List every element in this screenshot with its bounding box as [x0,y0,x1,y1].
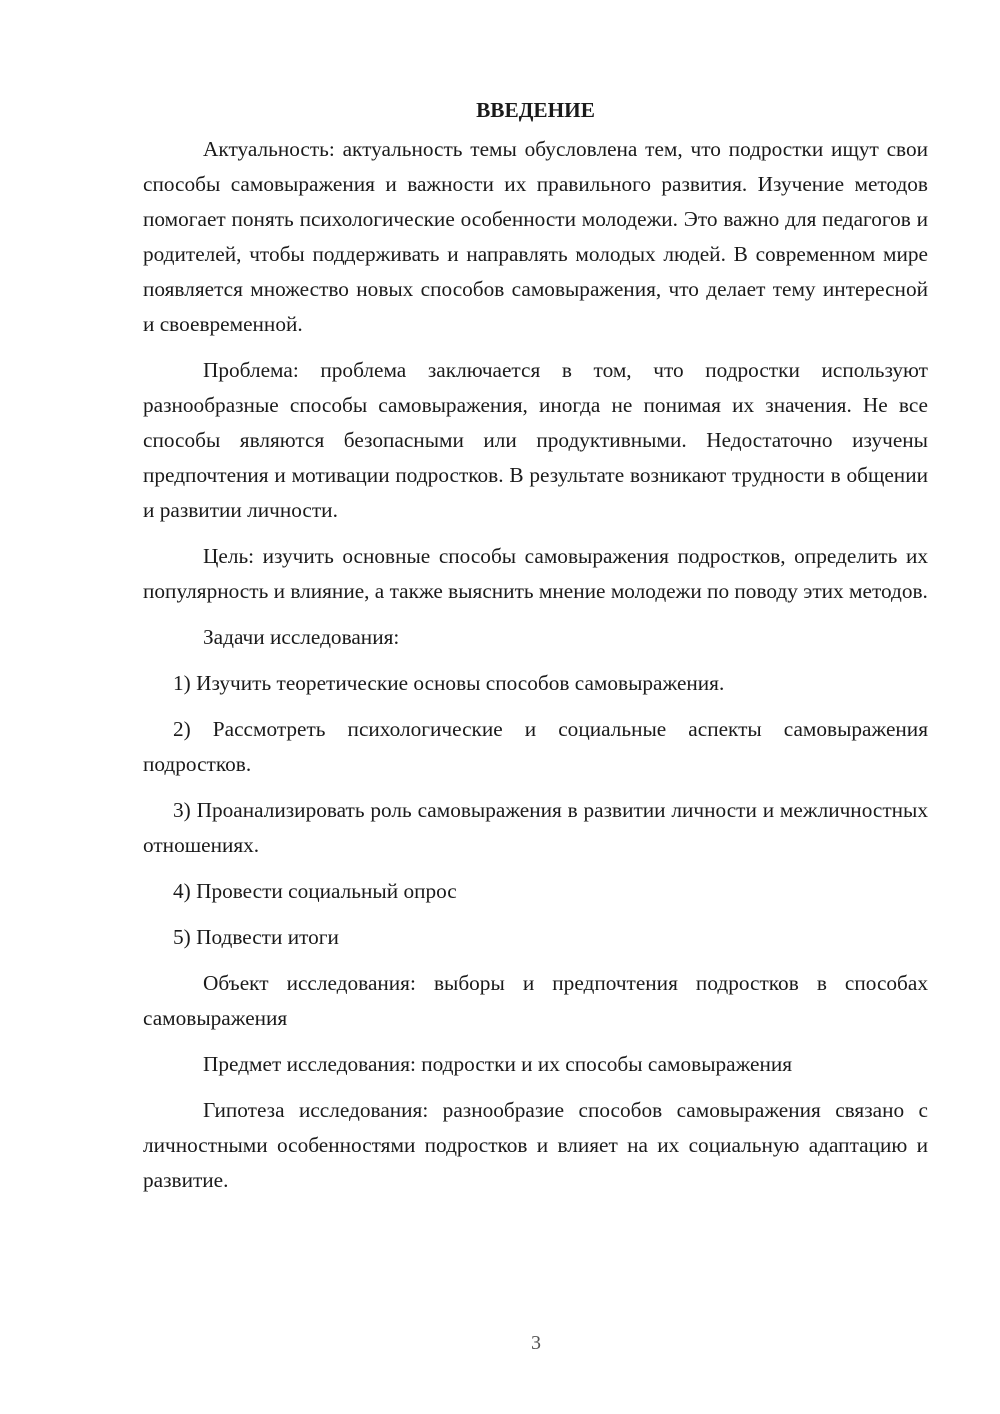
page-number: 3 [531,1332,541,1354]
relevance-paragraph: Актуальность: актуальность темы обусловлена тем, что подростки ищут свои способы самовыражения и важности их правильного развития. Изучение методов помогает понять психологические особенности молодежи. Это важно для педагогов и родителей, чтобы поддерживать и направлять молодых людей. В современном мире появляется множество новых способов самовыражения, что делает тему интересной и своевременной. [143,137,928,336]
task-item-3: 3) Проанализировать роль самовыражения в развитии личности и межличностных отношениях. [143,798,928,857]
document-body [143,96,928,1209]
hypothesis-paragraph: Гипотеза исследования: разнообразие способов самовыражения связано с личностными особенностями подростков и влияет на их социальную адаптацию и развитие. [143,1098,928,1192]
subject-paragraph: Предмет исследования: подростки и их способы самовыражения [203,1052,793,1076]
task-item-4: 4) Провести социальный опрос [173,879,457,903]
page-title: ВВЕДЕНИЕ [476,98,595,122]
problem-paragraph: Проблема: проблема заключается в том, что подростки используют разнообразные способы самовыражения, иногда не понимая их значения. Не все способы являются безопасными или продуктивными. Недостаточно изучены предпочтения и мотивации подростков. В результате возникают трудности в общении и развитии личности. [143,358,928,522]
task-item-1: 1) Изучить теоретические основы способов самовыражения. [173,671,725,695]
tasks-heading: Задачи исследования: [203,625,400,649]
goal-paragraph: Цель: изучить основные способы самовыражения подростков, определить их популярность и влияние, а также выяснить мнение молодежи по поводу этих методов. [143,544,928,603]
task-item-5: 5) Подвести итоги [173,925,339,949]
task-item-2: 2) Рассмотреть психологические и социальные аспекты самовыражения подростков. [143,717,928,776]
object-paragraph: Объект исследования: выборы и предпочтения подростков в способах самовыражения [143,971,928,1030]
